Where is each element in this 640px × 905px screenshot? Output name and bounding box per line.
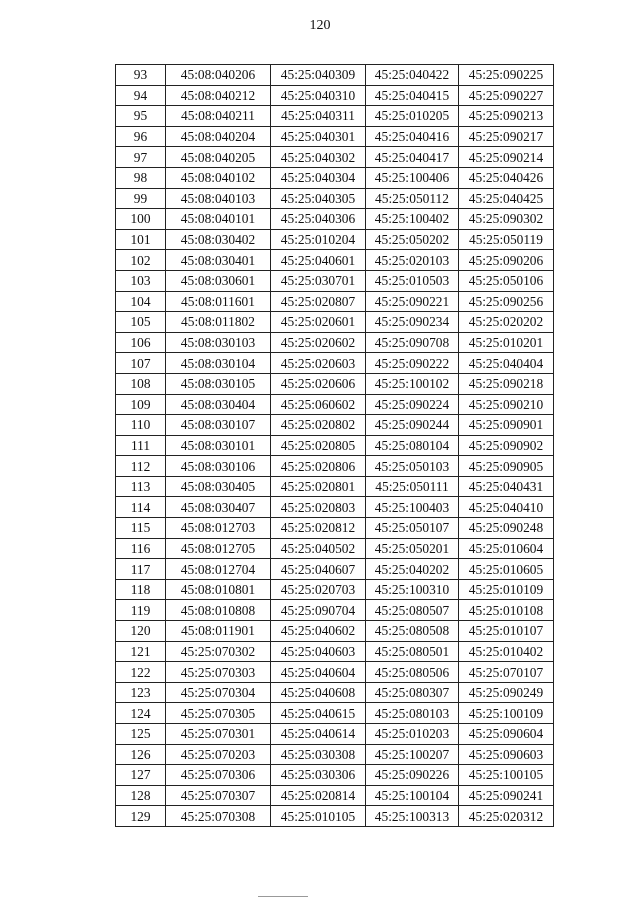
cadastral-number-cell: 45:25:050111 bbox=[366, 476, 459, 497]
cadastral-number-cell: 45:25:020805 bbox=[271, 435, 366, 456]
cadastral-number-cell: 45:25:010204 bbox=[271, 229, 366, 250]
table-row bbox=[116, 744, 554, 765]
row-number-cell: 119 bbox=[116, 600, 166, 621]
row-number-cell: 109 bbox=[116, 394, 166, 415]
cadastral-number-cell: 45:25:040615 bbox=[271, 703, 366, 724]
table-row bbox=[116, 559, 554, 580]
cadastral-number-cell: 45:25:090234 bbox=[366, 312, 459, 333]
row-number-cell: 122 bbox=[116, 662, 166, 683]
table-row bbox=[116, 291, 554, 312]
cadastral-number-cell: 45:25:070307 bbox=[166, 785, 271, 806]
cadastral-number-cell: 45:25:040607 bbox=[271, 559, 366, 580]
cadastral-number-cell: 45:25:010201 bbox=[459, 332, 554, 353]
cadastral-number-cell: 45:25:040422 bbox=[366, 65, 459, 86]
row-number-cell: 101 bbox=[116, 229, 166, 250]
cadastral-number-cell: 45:25:020103 bbox=[366, 250, 459, 271]
cadastral-number-cell: 45:25:010205 bbox=[366, 106, 459, 127]
cadastral-number-cell: 45:25:080307 bbox=[366, 682, 459, 703]
row-number-cell: 128 bbox=[116, 785, 166, 806]
cadastral-number-cell: 45:25:090221 bbox=[366, 291, 459, 312]
cadastral-number-cell: 45:08:011601 bbox=[166, 291, 271, 312]
table-row bbox=[116, 724, 554, 745]
cadastral-number-cell: 45:25:040426 bbox=[459, 167, 554, 188]
cadastral-number-cell: 45:25:090708 bbox=[366, 332, 459, 353]
cadastral-number-cell: 45:25:050106 bbox=[459, 270, 554, 291]
table-row bbox=[116, 806, 554, 827]
row-number-cell: 99 bbox=[116, 188, 166, 209]
cadastral-number-cell: 45:25:090603 bbox=[459, 744, 554, 765]
cadastral-number-cell: 45:25:060602 bbox=[271, 394, 366, 415]
cadastral-number-cell: 45:08:040211 bbox=[166, 106, 271, 127]
cadastral-number-cell: 45:25:040431 bbox=[459, 476, 554, 497]
cadastral-number-cell: 45:08:040204 bbox=[166, 126, 271, 147]
cadastral-number-cell: 45:25:050107 bbox=[366, 518, 459, 539]
row-number-cell: 117 bbox=[116, 559, 166, 580]
cadastral-number-cell: 45:25:080103 bbox=[366, 703, 459, 724]
cadastral-number-cell: 45:25:040608 bbox=[271, 682, 366, 703]
row-number-cell: 95 bbox=[116, 106, 166, 127]
cadastral-number-cell: 45:25:070308 bbox=[166, 806, 271, 827]
cadastral-number-cell: 45:25:030701 bbox=[271, 270, 366, 291]
cadastral-number-cell: 45:08:030601 bbox=[166, 270, 271, 291]
cadastral-number-cell: 45:25:040614 bbox=[271, 724, 366, 745]
cadastral-number-cell: 45:25:040415 bbox=[366, 85, 459, 106]
cadastral-number-cell: 45:25:020801 bbox=[271, 476, 366, 497]
cadastral-number-cell: 45:25:040310 bbox=[271, 85, 366, 106]
cadastral-number-cell: 45:25:090704 bbox=[271, 600, 366, 621]
row-number-cell: 121 bbox=[116, 641, 166, 662]
cadastral-number-cell: 45:08:030107 bbox=[166, 415, 271, 436]
cadastral-number-cell: 45:25:040306 bbox=[271, 209, 366, 230]
row-number-cell: 111 bbox=[116, 435, 166, 456]
cadastral-number-cell: 45:25:010203 bbox=[366, 724, 459, 745]
cadastral-number-cell: 45:25:100207 bbox=[366, 744, 459, 765]
cadastral-number-cell: 45:25:090226 bbox=[366, 765, 459, 786]
cadastral-number-cell: 45:08:040206 bbox=[166, 65, 271, 86]
row-number-cell: 116 bbox=[116, 538, 166, 559]
table-row bbox=[116, 579, 554, 600]
cadastral-number-cell: 45:25:070306 bbox=[166, 765, 271, 786]
row-number-cell: 123 bbox=[116, 682, 166, 703]
row-number-cell: 98 bbox=[116, 167, 166, 188]
cadastral-number-cell: 45:25:100104 bbox=[366, 785, 459, 806]
cadastral-number-cell: 45:25:090225 bbox=[459, 65, 554, 86]
cadastral-number-cell: 45:08:030105 bbox=[166, 373, 271, 394]
cadastral-number-cell: 45:25:040302 bbox=[271, 147, 366, 168]
cadastral-number-cell: 45:25:100402 bbox=[366, 209, 459, 230]
table-body bbox=[116, 65, 554, 827]
row-number-cell: 105 bbox=[116, 312, 166, 333]
cadastral-number-cell: 45:08:030101 bbox=[166, 435, 271, 456]
row-number-cell: 124 bbox=[116, 703, 166, 724]
cadastral-number-cell: 45:25:030306 bbox=[271, 765, 366, 786]
row-number-cell: 102 bbox=[116, 250, 166, 271]
cadastral-number-cell: 45:25:020606 bbox=[271, 373, 366, 394]
table-row bbox=[116, 188, 554, 209]
row-number-cell: 107 bbox=[116, 353, 166, 374]
cadastral-number-cell: 45:08:040205 bbox=[166, 147, 271, 168]
cadastral-number-cell: 45:25:020802 bbox=[271, 415, 366, 436]
cadastral-number-cell: 45:25:050112 bbox=[366, 188, 459, 209]
table-row bbox=[116, 85, 554, 106]
row-number-cell: 96 bbox=[116, 126, 166, 147]
cadastral-number-cell: 45:08:011901 bbox=[166, 621, 271, 642]
cadastral-number-cell: 45:25:020202 bbox=[459, 312, 554, 333]
cadastral-number-cell: 45:08:012703 bbox=[166, 518, 271, 539]
table-row bbox=[116, 250, 554, 271]
table-row bbox=[116, 312, 554, 333]
row-number-cell: 108 bbox=[116, 373, 166, 394]
cadastral-number-cell: 45:25:020703 bbox=[271, 579, 366, 600]
cadastral-number-cell: 45:25:100310 bbox=[366, 579, 459, 600]
cadastral-number-cell: 45:08:030407 bbox=[166, 497, 271, 518]
cadastral-number-cell: 45:25:090241 bbox=[459, 785, 554, 806]
table-row bbox=[116, 703, 554, 724]
cadastral-table bbox=[115, 64, 554, 827]
row-number-cell: 110 bbox=[116, 415, 166, 436]
cadastral-number-cell: 45:25:040301 bbox=[271, 126, 366, 147]
cadastral-number-cell: 45:25:040601 bbox=[271, 250, 366, 271]
row-number-cell: 129 bbox=[116, 806, 166, 827]
table-row bbox=[116, 394, 554, 415]
cadastral-number-cell: 45:08:040102 bbox=[166, 167, 271, 188]
cadastral-number-cell: 45:25:040309 bbox=[271, 65, 366, 86]
cadastral-number-cell: 45:25:020814 bbox=[271, 785, 366, 806]
cadastral-number-cell: 45:25:090213 bbox=[459, 106, 554, 127]
cadastral-number-cell: 45:25:030308 bbox=[271, 744, 366, 765]
row-number-cell: 94 bbox=[116, 85, 166, 106]
cadastral-number-cell: 45:25:090214 bbox=[459, 147, 554, 168]
cadastral-number-cell: 45:25:010604 bbox=[459, 538, 554, 559]
cadastral-number-cell: 45:25:070203 bbox=[166, 744, 271, 765]
cadastral-number-cell: 45:25:070107 bbox=[459, 662, 554, 683]
cadastral-number-cell: 45:25:080508 bbox=[366, 621, 459, 642]
cadastral-number-cell: 45:25:070305 bbox=[166, 703, 271, 724]
cadastral-number-cell: 45:25:090604 bbox=[459, 724, 554, 745]
cadastral-number-cell: 45:25:090249 bbox=[459, 682, 554, 703]
row-number-cell: 120 bbox=[116, 621, 166, 642]
table-row bbox=[116, 435, 554, 456]
cadastral-number-cell: 45:25:080104 bbox=[366, 435, 459, 456]
cadastral-number-cell: 45:25:080507 bbox=[366, 600, 459, 621]
row-number-cell: 126 bbox=[116, 744, 166, 765]
cadastral-number-cell: 45:25:020803 bbox=[271, 497, 366, 518]
cadastral-number-cell: 45:25:040404 bbox=[459, 353, 554, 374]
table-row bbox=[116, 229, 554, 250]
cadastral-number-cell: 45:08:012704 bbox=[166, 559, 271, 580]
cadastral-number-cell: 45:25:040416 bbox=[366, 126, 459, 147]
cadastral-number-cell: 45:25:040603 bbox=[271, 641, 366, 662]
table-row bbox=[116, 682, 554, 703]
cadastral-number-cell: 45:25:040602 bbox=[271, 621, 366, 642]
cadastral-number-cell: 45:25:090244 bbox=[366, 415, 459, 436]
cadastral-number-cell: 45:25:100313 bbox=[366, 806, 459, 827]
cadastral-number-cell: 45:25:090206 bbox=[459, 250, 554, 271]
cadastral-number-cell: 45:25:050119 bbox=[459, 229, 554, 250]
cadastral-number-cell: 45:25:090256 bbox=[459, 291, 554, 312]
table-row bbox=[116, 332, 554, 353]
cadastral-number-cell: 45:25:010605 bbox=[459, 559, 554, 580]
cadastral-number-cell: 45:25:040202 bbox=[366, 559, 459, 580]
table-row bbox=[116, 106, 554, 127]
cadastral-number-cell: 45:08:030405 bbox=[166, 476, 271, 497]
cadastral-number-cell: 45:08:010801 bbox=[166, 579, 271, 600]
cadastral-number-cell: 45:25:050103 bbox=[366, 456, 459, 477]
cadastral-number-cell: 45:25:040604 bbox=[271, 662, 366, 683]
cadastral-number-cell: 45:25:090248 bbox=[459, 518, 554, 539]
cadastral-number-cell: 45:25:020603 bbox=[271, 353, 366, 374]
cadastral-number-cell: 45:25:090224 bbox=[366, 394, 459, 415]
cadastral-number-cell: 45:25:040410 bbox=[459, 497, 554, 518]
table-row bbox=[116, 641, 554, 662]
cadastral-number-cell: 45:25:100406 bbox=[366, 167, 459, 188]
cadastral-number-cell: 45:25:070303 bbox=[166, 662, 271, 683]
cadastral-number-cell: 45:25:090222 bbox=[366, 353, 459, 374]
cadastral-number-cell: 45:25:090901 bbox=[459, 415, 554, 436]
row-number-cell: 106 bbox=[116, 332, 166, 353]
cadastral-number-cell: 45:25:080506 bbox=[366, 662, 459, 683]
cadastral-number-cell: 45:08:030103 bbox=[166, 332, 271, 353]
cadastral-number-cell: 45:25:090302 bbox=[459, 209, 554, 230]
cadastral-number-cell: 45:08:012705 bbox=[166, 538, 271, 559]
row-number-cell: 97 bbox=[116, 147, 166, 168]
cadastral-number-cell: 45:25:020812 bbox=[271, 518, 366, 539]
cadastral-number-cell: 45:25:040305 bbox=[271, 188, 366, 209]
page-bottom-mark bbox=[258, 896, 308, 897]
cadastral-number-cell: 45:08:011802 bbox=[166, 312, 271, 333]
cadastral-number-cell: 45:08:030401 bbox=[166, 250, 271, 271]
cadastral-number-cell: 45:25:040502 bbox=[271, 538, 366, 559]
cadastral-number-cell: 45:25:040304 bbox=[271, 167, 366, 188]
cadastral-number-cell: 45:08:030404 bbox=[166, 394, 271, 415]
table-row bbox=[116, 373, 554, 394]
table-row bbox=[116, 147, 554, 168]
row-number-cell: 93 bbox=[116, 65, 166, 86]
cadastral-number-cell: 45:25:090905 bbox=[459, 456, 554, 477]
cadastral-number-cell: 45:25:090217 bbox=[459, 126, 554, 147]
table-row bbox=[116, 415, 554, 436]
table-row bbox=[116, 126, 554, 147]
cadastral-number-cell: 45:25:040311 bbox=[271, 106, 366, 127]
table-row bbox=[116, 353, 554, 374]
cadastral-number-cell: 45:25:050202 bbox=[366, 229, 459, 250]
table-row bbox=[116, 621, 554, 642]
cadastral-number-cell: 45:25:020312 bbox=[459, 806, 554, 827]
table-row bbox=[116, 538, 554, 559]
cadastral-number-cell: 45:25:010109 bbox=[459, 579, 554, 600]
cadastral-number-cell: 45:25:090227 bbox=[459, 85, 554, 106]
cadastral-number-cell: 45:08:010808 bbox=[166, 600, 271, 621]
row-number-cell: 114 bbox=[116, 497, 166, 518]
table-row bbox=[116, 476, 554, 497]
cadastral-number-cell: 45:25:100102 bbox=[366, 373, 459, 394]
table-row bbox=[116, 456, 554, 477]
cadastral-number-cell: 45:08:040212 bbox=[166, 85, 271, 106]
row-number-cell: 127 bbox=[116, 765, 166, 786]
cadastral-number-cell: 45:25:100109 bbox=[459, 703, 554, 724]
page-number: 120 bbox=[309, 18, 331, 33]
cadastral-number-cell: 45:25:040425 bbox=[459, 188, 554, 209]
cadastral-number-cell: 45:25:070304 bbox=[166, 682, 271, 703]
cadastral-number-cell: 45:25:010105 bbox=[271, 806, 366, 827]
table-row bbox=[116, 497, 554, 518]
cadastral-number-cell: 45:08:030106 bbox=[166, 456, 271, 477]
row-number-cell: 100 bbox=[116, 209, 166, 230]
cadastral-table-container bbox=[115, 64, 553, 827]
table-row bbox=[116, 270, 554, 291]
cadastral-number-cell: 45:25:100403 bbox=[366, 497, 459, 518]
row-number-cell: 125 bbox=[116, 724, 166, 745]
table-row bbox=[116, 209, 554, 230]
cadastral-number-cell: 45:25:020806 bbox=[271, 456, 366, 477]
table-row bbox=[116, 600, 554, 621]
cadastral-number-cell: 45:25:090902 bbox=[459, 435, 554, 456]
cadastral-number-cell: 45:25:010107 bbox=[459, 621, 554, 642]
row-number-cell: 103 bbox=[116, 270, 166, 291]
cadastral-number-cell: 45:25:070302 bbox=[166, 641, 271, 662]
cadastral-number-cell: 45:25:050201 bbox=[366, 538, 459, 559]
cadastral-number-cell: 45:08:040103 bbox=[166, 188, 271, 209]
cadastral-number-cell: 45:08:040101 bbox=[166, 209, 271, 230]
cadastral-number-cell: 45:25:020602 bbox=[271, 332, 366, 353]
cadastral-number-cell: 45:25:010108 bbox=[459, 600, 554, 621]
cadastral-number-cell: 45:08:030104 bbox=[166, 353, 271, 374]
row-number-cell: 112 bbox=[116, 456, 166, 477]
table-row bbox=[116, 518, 554, 539]
table-row bbox=[116, 785, 554, 806]
table-row bbox=[116, 65, 554, 86]
cadastral-number-cell: 45:25:020601 bbox=[271, 312, 366, 333]
cadastral-number-cell: 45:25:040417 bbox=[366, 147, 459, 168]
cadastral-number-cell: 45:25:090210 bbox=[459, 394, 554, 415]
row-number-cell: 118 bbox=[116, 579, 166, 600]
table-row bbox=[116, 765, 554, 786]
table-row bbox=[116, 167, 554, 188]
row-number-cell: 115 bbox=[116, 518, 166, 539]
cadastral-number-cell: 45:25:100105 bbox=[459, 765, 554, 786]
cadastral-number-cell: 45:08:030402 bbox=[166, 229, 271, 250]
cadastral-number-cell: 45:25:010503 bbox=[366, 270, 459, 291]
cadastral-number-cell: 45:25:010402 bbox=[459, 641, 554, 662]
cadastral-number-cell: 45:25:020807 bbox=[271, 291, 366, 312]
cadastral-number-cell: 45:25:080501 bbox=[366, 641, 459, 662]
row-number-cell: 113 bbox=[116, 476, 166, 497]
cadastral-number-cell: 45:25:070301 bbox=[166, 724, 271, 745]
row-number-cell: 104 bbox=[116, 291, 166, 312]
table-row bbox=[116, 662, 554, 683]
cadastral-number-cell: 45:25:090218 bbox=[459, 373, 554, 394]
